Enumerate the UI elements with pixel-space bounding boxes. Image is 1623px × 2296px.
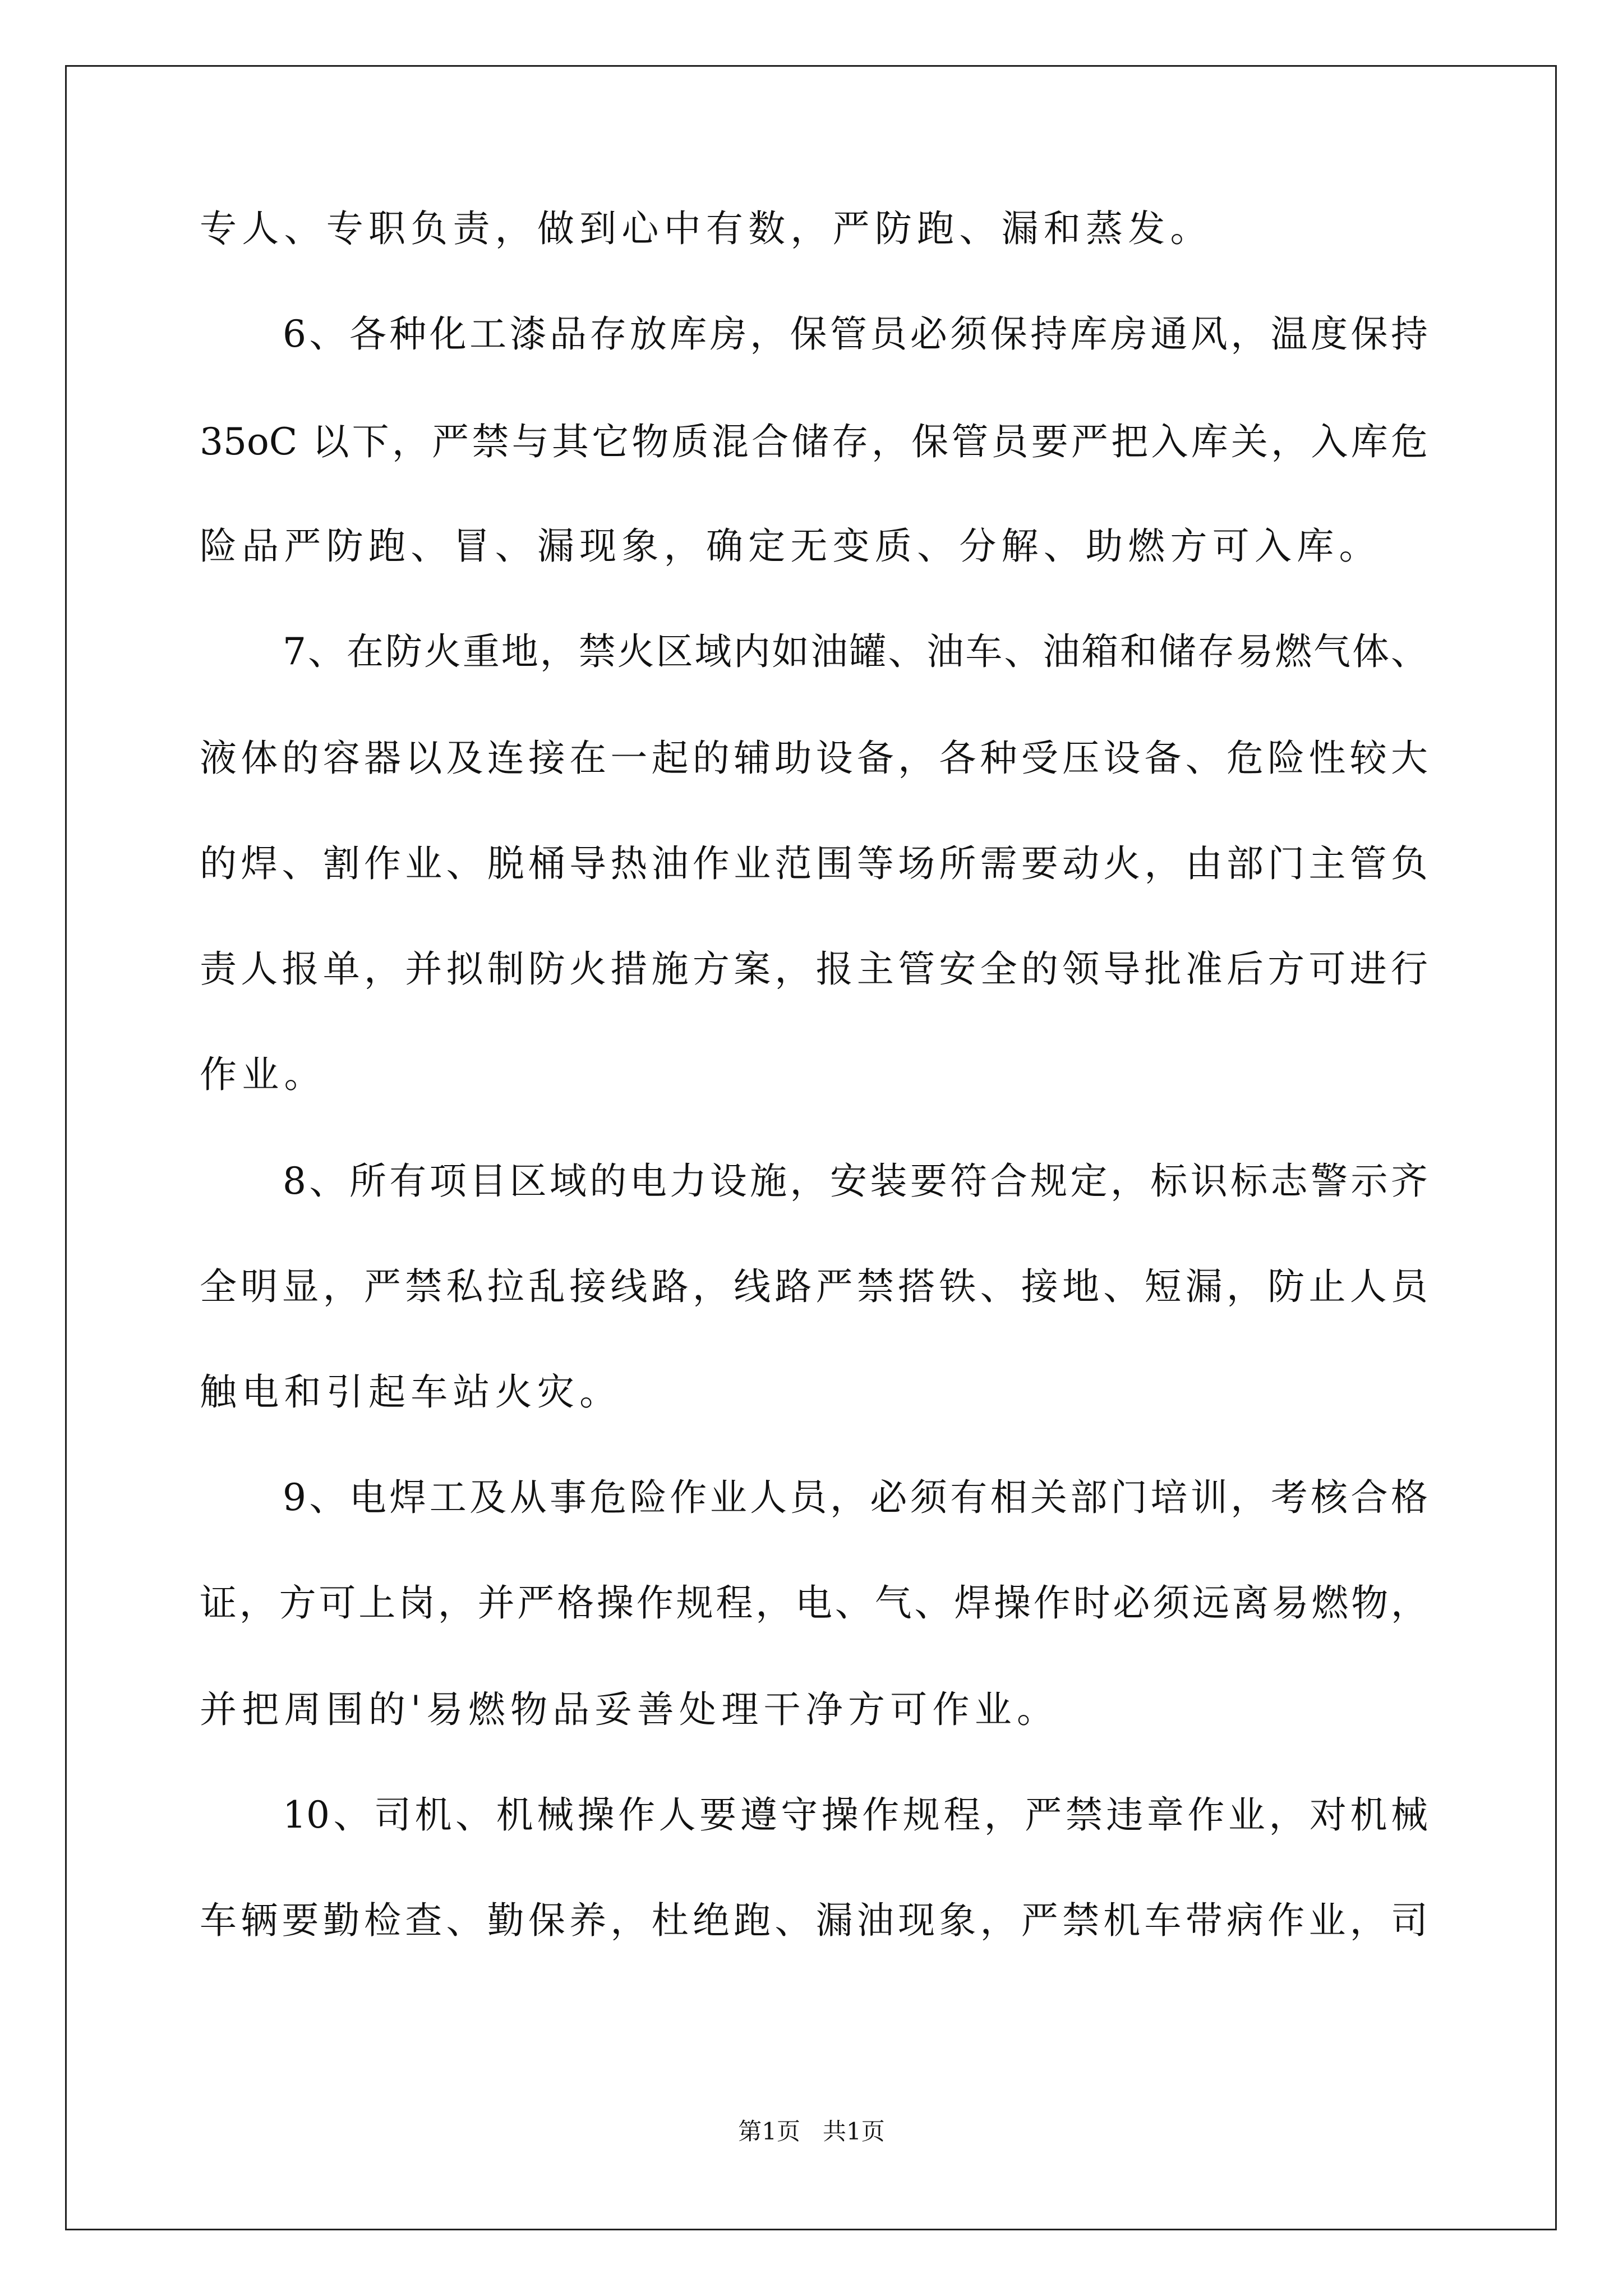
paragraph-7-line-1: 7、在防火重地，禁火区域内如油罐、油车、油箱和储存易燃气体、 <box>283 630 1428 673</box>
text-line: 专人、专职负责，做到心中有数，严防跑、漏和蒸发。 <box>200 207 1212 250</box>
paragraph-6-line-1: 6、各种化工漆品存放库房，保管员必须保持库房通风，温度保持 <box>283 312 1428 356</box>
paragraph-9-line-1: 9、电焊工及从事危险作业人员，必须有相关部门培训，考核合格 <box>283 1476 1428 1519</box>
text-line: 并把周围的'易燃物品妥善处理干净方可作业。 <box>200 1688 1059 1731</box>
text-line: 的焊、割作业、脱桶导热油作业范围等场所需要动火，由部门主管负 <box>200 842 1428 885</box>
text-line: 证，方可上岗，并严格操作规程，电、气、焊操作时必须远离易燃物， <box>200 1581 1428 1625</box>
text-line: 险品严防跑、冒、漏现象，确定无变质、分解、助燃方可入库。 <box>200 524 1381 568</box>
text-line: 液体的容器以及连接在一起的辅助设备，各种受压设备、危险性较大 <box>200 737 1428 780</box>
paragraph-10-line-1: 10、司机、机械操作人要遵守操作规程，严禁违章作业，对机械 <box>283 1793 1428 1837</box>
text-line: 触电和引起车站火灾。 <box>200 1370 622 1414</box>
text-line: 全明显，严禁私拉乱接线路，线路严禁搭铁、接地、短漏，防止人员 <box>200 1265 1428 1308</box>
text-line: 35oC 以下，严禁与其它物质混合储存，保管员要严把入库关，入库危 <box>200 420 1428 463</box>
text-line: 责人报单，并拟制防火措施方案，报主管安全的领导批准后方可进行 <box>200 947 1428 991</box>
text-line: 作业。 <box>200 1053 326 1096</box>
page-footer: 第1页 共1页 <box>738 2118 885 2145</box>
text-line: 车辆要勤检查、勤保养，杜绝跑、漏油现象，严禁机车带病作业，司 <box>200 1899 1428 1942</box>
paragraph-8-line-1: 8、所有项目区域的电力设施，安装要符合规定，标识标志警示齐 <box>283 1159 1428 1203</box>
